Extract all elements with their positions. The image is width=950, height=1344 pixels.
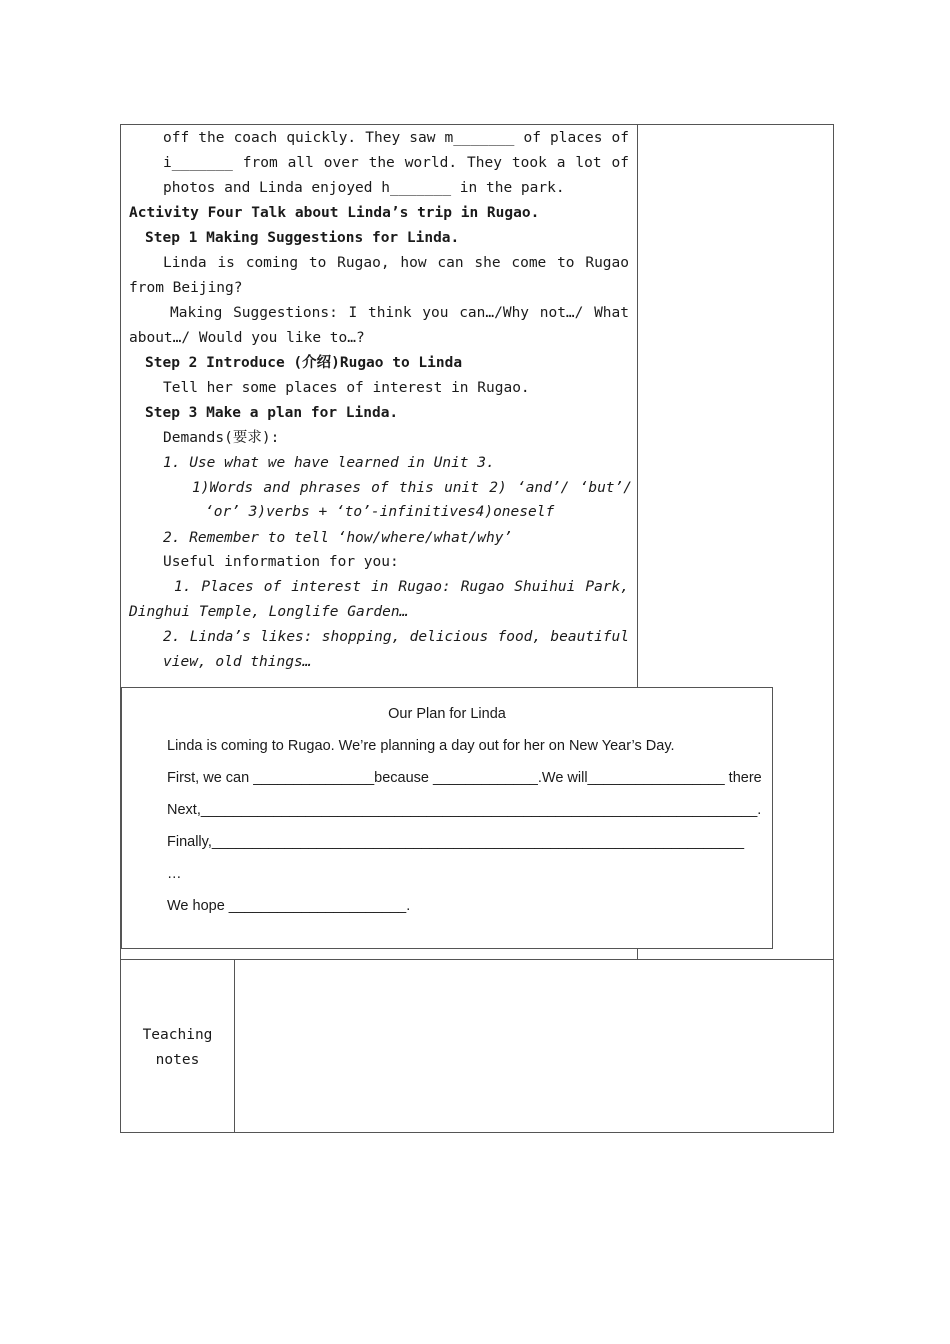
demand-1-sub-line-2: ‘or’ 3)verbs + ‘to’-infinitives4)oneself — [205, 504, 555, 520]
step1-suggestions-line-1: Making Suggestions: I think you can…/Why not…/ What — [170, 305, 629, 321]
info-2-line-2: view, old things… — [163, 654, 312, 670]
step1-title: Step 1 Making Suggestions for Linda. — [145, 230, 460, 246]
step1-suggestions-line-2: about…/ Would you like to…? — [129, 330, 365, 346]
reading-line-3: photos and Linda enjoyed h_______ in the park. — [163, 180, 565, 196]
info-2-line-1: 2. Linda’s likes: shopping, delicious food, beautiful — [163, 629, 629, 645]
demand-1: 1. Use what we have learned in Unit 3. — [163, 455, 495, 471]
teaching-notes-label-line-2: notes — [155, 1052, 200, 1068]
plan-line-ellipsis: … — [167, 866, 182, 882]
table-top-border — [120, 124, 834, 125]
step1-question-line-2: from Beijing? — [129, 280, 243, 296]
column-divider — [637, 124, 638, 688]
reading-line-2: i_______ from all over the world. They took a lot of — [163, 155, 629, 171]
step1-question-line-1: Linda is coming to Rugao, how can she come to Rugao — [163, 255, 629, 271]
plan-line-intro: Linda is coming to Rugao. We’re planning a day out for her on New Year’s Day. — [167, 738, 675, 754]
info-1-line-1: 1. Places of interest in Rugao: Rugao Shuihui Park, — [174, 579, 629, 595]
demands-label: Demands(要求): — [163, 430, 280, 446]
teaching-notes-label-line-1: Teaching — [142, 1027, 213, 1043]
useful-info-label: Useful information for you: — [163, 554, 399, 570]
demand-2: 2. Remember to tell ‘how/where/what/why’ — [163, 530, 513, 546]
reading-line-1: off the coach quickly. They saw m_______ of places of — [163, 130, 629, 146]
teaching-notes-area — [235, 960, 832, 1131]
plan-line-finally: Finally,__________________________________________________________________ — [167, 834, 745, 850]
teaching-notes-label — [121, 1023, 234, 1073]
step2-text: Tell her some places of interest in Rugao. — [163, 380, 530, 396]
table-bottom-border — [120, 1132, 834, 1133]
plan-line-hope: We hope ______________________. — [167, 898, 411, 914]
plan-line-next: Next,_____________________________________________________________________. — [167, 802, 762, 818]
step2-title: Step 2 Introduce (介绍)Rugao to Linda — [145, 355, 463, 371]
table-left-border — [120, 124, 121, 1133]
step3-title: Step 3 Make a plan for Linda. — [145, 405, 399, 421]
table-right-border — [833, 124, 834, 1133]
plan-title: Our Plan for Linda — [388, 706, 506, 722]
demand-1-sub-line-1: 1)Words and phrases of this unit 2) ‘and’/ ‘but’/ — [192, 480, 632, 496]
activity-four-heading: Activity Four Talk about Linda’s trip in Rugao. — [129, 205, 540, 221]
info-1-line-2: Dinghui Temple, Longlife Garden… — [129, 604, 409, 620]
plan-line-first: First, we can _______________because _____________.We will_________________ there — [167, 770, 762, 786]
